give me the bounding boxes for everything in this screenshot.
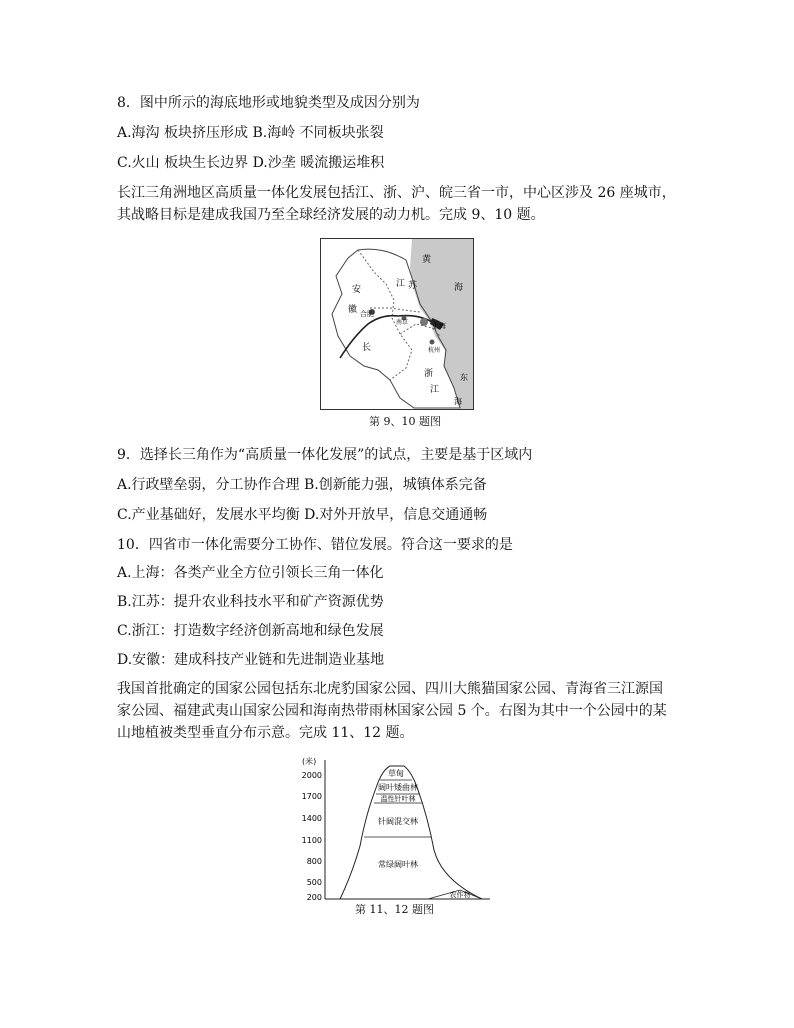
zone-dwarf-forest: 阔叶矮曲林 [378,783,418,792]
map-label-anhui-1: 安 [352,285,362,295]
intro-11-12-line3: 山地植被类型垂直分布示意。完成 11、12 题。 [117,725,414,741]
mountain-caption: 第 11、12 题图 [355,903,434,916]
q10-option-b: B.江苏：提升农业科技水平和矿产资源优势 [117,594,384,610]
map-label-hefei: 合肥 [360,310,374,318]
yangtze-delta-map [320,238,474,414]
q10-option-d: D.安徽：建成科技产业链和先进制造业基地 [117,652,385,668]
tick-1400: 1400 [301,814,322,823]
map-label-jiangsu-1: 江 [396,279,406,289]
q10-stem: 10．四省市一体化需要分工协作、错位发展。符合这一要求的是 [117,537,513,553]
tick-800: 800 [306,857,322,866]
map-caption: 第 9、10 题图 [369,415,441,428]
q9-stem: 9．选择长三角作为“高质量一体化发展”的试点，主要是基于区域内 [117,447,533,463]
map-label-jiangsu-2: 苏 [408,281,418,291]
q8-options-ab: A.海沟 板块挤压形成 B.海岭 不同板块张裂 [117,125,384,141]
zone-meadow: 草甸 [388,769,404,778]
map-label-anhui-2: 徽 [348,305,358,315]
map-label-shanghai: 上海 [432,322,446,330]
y-axis-unit: (米) [302,757,317,766]
vertical-vegetation-diagram [300,754,492,906]
map-label-east-sea-2: 海 [454,397,462,406]
zone-mixed-forest: 针阔混交林 [378,817,418,826]
intro-11-12-line1: 我国首批确定的国家公园包括东北虎豹国家公园、四川大熊猫国家公园、青海省三江源国 [117,681,663,697]
map-label-east-sea-1: 东 [460,373,468,382]
intro-9-10-line1: 长江三角洲地区高质量一体化发展包括江、浙、沪、皖三省一市，中心区涉及 26 座城市， [117,185,676,201]
tick-1100: 1100 [301,836,322,845]
map-label-yellow-sea-2: 海 [454,283,464,293]
tick-200: 200 [306,893,322,902]
map-label-changjiang: 长 [362,343,372,353]
q10-option-a: A.上海：各类产业全方位引领长三角一体化 [117,565,384,581]
q9-options-cd: C.产业基础好，发展水平均衡 D.对外开放早，信息交通通畅 [117,507,488,523]
zone-conifer: 温性针叶林 [380,795,416,803]
tick-1700: 1700 [301,792,322,801]
map-label-hangzhou: 杭州 [428,347,441,354]
map-label-zhejiang-1: 浙 [424,369,434,379]
map-label-nanjing: 南京 [396,319,409,326]
zone-evergreen-forest: 常绿阔叶林 [378,860,418,869]
tick-500: 500 [306,878,322,887]
q8-stem: 8．图中所示的海底地形或地貌类型及成因分别为 [117,95,420,111]
intro-9-10-line2: 其战略目标是建成我国乃至全球经济发展的动力机。完成 9、10 题。 [117,207,545,223]
map-label-yellow-sea-1: 黄 [422,255,432,265]
tick-2000: 2000 [301,771,322,780]
q9-options-ab: A.行政壁垒弱，分工协作合理 B.创新能力强，城镇体系完备 [117,477,487,493]
zone-crops: 农作物 [449,891,471,899]
q10-option-c: C.浙江：打造数字经济创新高地和绿色发展 [117,623,384,639]
q8-options-cd: C.火山 板块生长边界 D.沙垄 暖流搬运堆积 [117,155,385,171]
intro-11-12-line2: 家公园、福建武夷山国家公园和海南热带雨林国家公园 5 个。右图为其中一个公园中的某 [117,703,667,719]
map-label-zhejiang-2: 江 [430,385,440,395]
